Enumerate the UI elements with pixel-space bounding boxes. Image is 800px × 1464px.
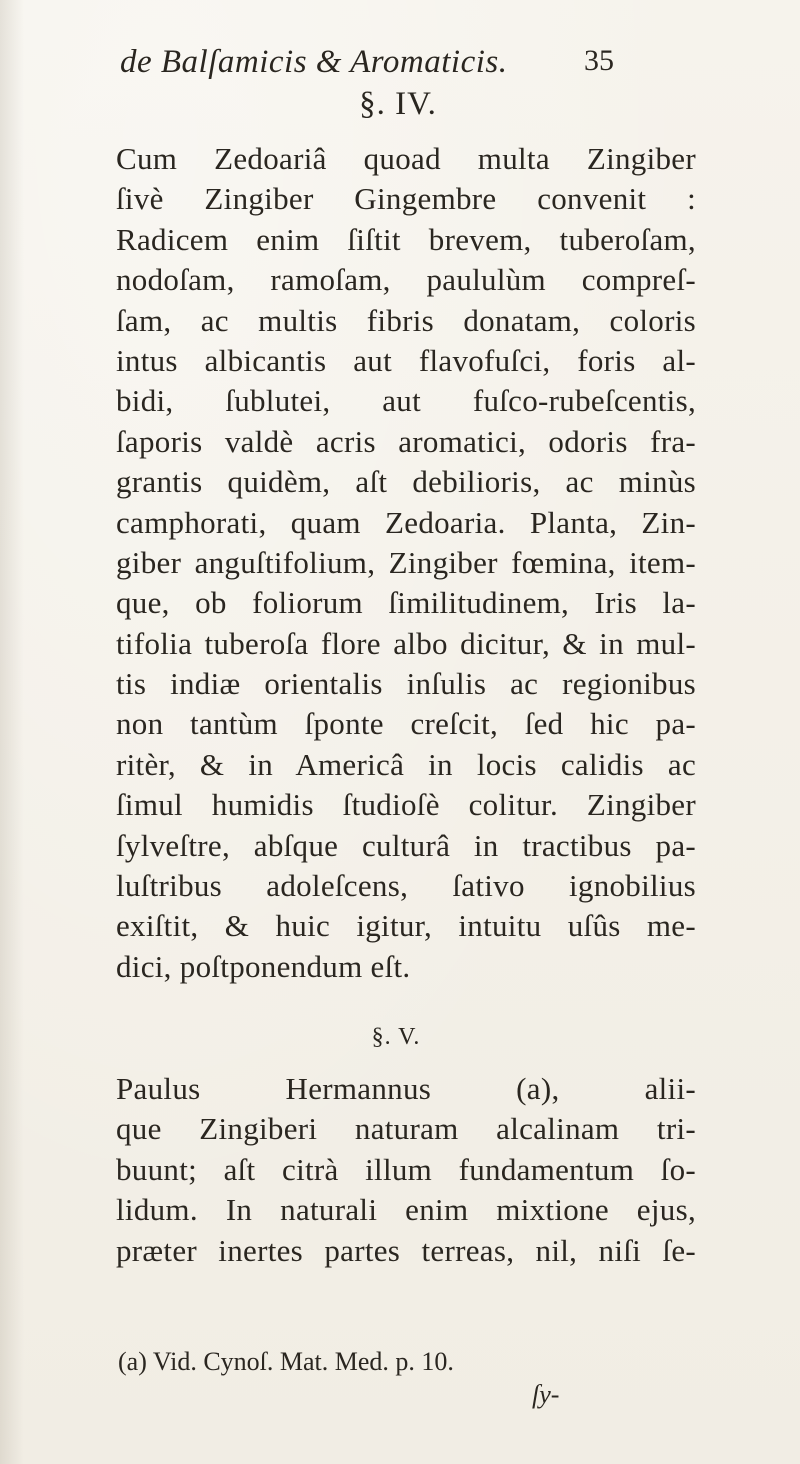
- text-line: que, ob foliorum ſimilitudinem, Iris la-: [116, 585, 696, 621]
- text-line: præter inertes partes terreas, nil, niſi ſe-: [116, 1232, 696, 1268]
- text-line: exiſtit, & huic igitur, intuitu uſûs me-: [116, 908, 696, 944]
- footnote: (a) Vid. Cynoſ. Mat. Med. p. 10.: [118, 1347, 454, 1376]
- text-line: buunt; aſt citrà illum fundamentum ſo-: [116, 1151, 696, 1187]
- section-heading-v: §. V.: [371, 1024, 421, 1050]
- text-line: bidi, ſublutei, aut fuſco-rubeſcentis,: [116, 383, 696, 419]
- paragraph-section-v: [116, 1069, 696, 1271]
- text-line: lidum. In naturali enim mixtione ejus,: [116, 1192, 696, 1228]
- text-line: tifolia tuberoſa flore albo dicitur, & in mul-: [116, 625, 696, 661]
- text-line: non tantùm ſponte creſcit, ſed hic pa-: [116, 706, 696, 742]
- section-heading-iv: §. IV.: [359, 86, 437, 122]
- text-line: intus albicantis aut flavofuſci, foris al-: [116, 342, 696, 378]
- page-number: 35: [584, 44, 614, 77]
- page-edge-shadow: [0, 0, 24, 1464]
- text-line: ſam, ac multis fibris donatam, coloris: [116, 302, 696, 338]
- text-line: Radicem enim ſiſtit brevem, tuberoſam,: [116, 221, 696, 257]
- text-line: ſimul humidis ſtudioſè colitur. Zingiber: [116, 787, 696, 823]
- text-line: ſivè Zingiber Gingembre convenit :: [116, 181, 696, 217]
- text-line: dici, poſtponendum eſt.: [116, 948, 411, 984]
- text-line: ſylveſtre, abſque culturâ in tractibus pa-: [116, 827, 696, 863]
- catchword: ſy-: [532, 1380, 560, 1409]
- text-line: Paulus Hermannus (a), alii-: [116, 1071, 696, 1106]
- paragraph-section-iv: [116, 139, 696, 987]
- text-line: Cum Zedoariâ quoad multa Zingiber: [116, 141, 696, 176]
- running-title: de Balſamicis & Aromaticis.: [120, 44, 508, 80]
- text-line: tis indiæ orientalis inſulis ac regionibus: [116, 666, 696, 702]
- text-line: grantis quidèm, aſt debilioris, ac minùs: [116, 464, 696, 500]
- text-line: camphorati, quam Zedoaria. Planta, Zin-: [116, 504, 696, 540]
- text-line: ſaporis valdè acris aromatici, odoris fra-: [116, 423, 696, 459]
- text-line: que Zingiberi naturam alcalinam tri-: [116, 1111, 696, 1147]
- text-line: giber anguſtifolium, Zingiber fœmina, item-: [116, 544, 696, 580]
- text-line: luſtribus adoleſcens, ſativo ignobilius: [116, 868, 696, 904]
- text-line: nodoſam, ramoſam, paululùm compreſ-: [116, 262, 696, 298]
- text-line: ritèr, & in Americâ in locis calidis ac: [116, 746, 696, 782]
